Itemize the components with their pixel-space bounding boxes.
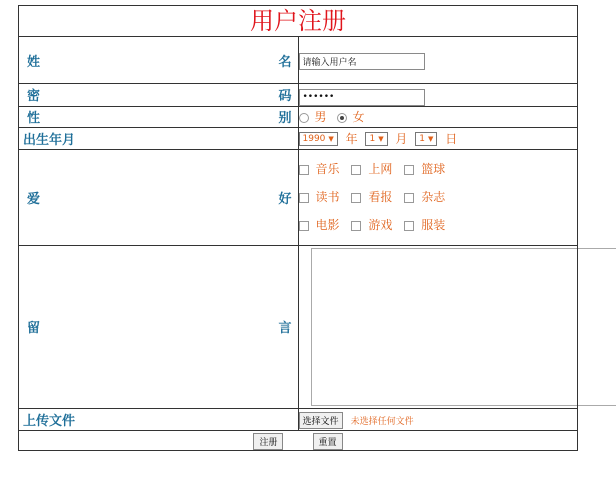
upload-label-text: 上传文件 <box>23 413 76 429</box>
username-input[interactable] <box>299 53 425 70</box>
name-label <box>19 37 299 84</box>
hobby-game-label: 游戏 <box>368 218 393 232</box>
hobby-newspaper-checkbox[interactable] <box>351 193 361 203</box>
birth-year-select[interactable]: 1990 ▼ <box>299 132 338 146</box>
name-label-char-2: 名 <box>278 54 292 70</box>
choose-file-button[interactable]: 选择文件 <box>299 412 343 429</box>
page-title: 用户注册 <box>19 6 578 37</box>
hobby-row <box>299 155 578 183</box>
upload-cell <box>298 408 578 430</box>
gender-male-radio[interactable] <box>299 113 309 123</box>
password-label <box>19 84 299 107</box>
reset-button[interactable]: 重置 <box>313 433 343 450</box>
message-cell <box>298 245 578 408</box>
name-cell <box>298 37 578 84</box>
gender-female-radio[interactable] <box>337 113 347 123</box>
hobby-internet-label: 上网 <box>368 162 393 176</box>
birth-day-select[interactable]: 1 ▼ <box>415 132 437 146</box>
gender-label-char-2: 别 <box>278 111 292 126</box>
gender-male-label: 男 <box>314 110 327 124</box>
password-label-char-2: 码 <box>278 89 292 105</box>
birth-label-text: 出生年月 <box>23 132 76 148</box>
birth-month-select[interactable]: 1 ▼ <box>365 132 387 146</box>
register-table <box>18 5 578 451</box>
hobby-newspaper-label: 看报 <box>368 190 393 204</box>
hobby-music-checkbox[interactable] <box>299 165 309 175</box>
hobby-clothing-checkbox[interactable] <box>404 221 414 231</box>
hobby-reading-checkbox[interactable] <box>299 193 309 203</box>
hobby-movie-label: 电影 <box>315 218 340 232</box>
birth-year-unit: 年 <box>345 131 358 146</box>
hobby-movie-checkbox[interactable] <box>299 221 309 231</box>
upload-label <box>19 408 299 430</box>
hobby-game-checkbox[interactable] <box>351 221 361 231</box>
password-input[interactable] <box>299 89 425 106</box>
birth-day-unit: 日 <box>445 131 458 146</box>
hobby-magazine-checkbox[interactable] <box>404 193 414 203</box>
hobby-label <box>19 149 299 245</box>
hobby-row <box>299 211 578 239</box>
button-row <box>19 430 578 450</box>
hobby-internet-checkbox[interactable] <box>351 165 361 175</box>
gender-cell <box>298 106 578 127</box>
message-textarea[interactable] <box>311 248 616 406</box>
hobby-label-char-1: 爱 <box>27 191 41 207</box>
gender-label <box>19 106 299 127</box>
birth-month-unit: 月 <box>395 131 408 146</box>
name-label-char-1: 姓 <box>27 54 41 70</box>
gender-female-label: 女 <box>352 110 365 124</box>
message-label <box>19 245 299 408</box>
submit-button[interactable]: 注册 <box>253 433 283 450</box>
hobby-basketball-label: 篮球 <box>421 162 446 176</box>
hobby-label-char-2: 好 <box>278 191 292 207</box>
hobby-magazine-label: 杂志 <box>421 190 446 204</box>
hobby-music-label: 音乐 <box>315 162 340 176</box>
password-label-char-1: 密 <box>27 89 41 105</box>
birth-cell <box>298 127 578 149</box>
message-label-char-2: 言 <box>278 321 292 336</box>
hobby-basketball-checkbox[interactable] <box>404 165 414 175</box>
birth-label <box>19 127 299 149</box>
message-label-char-1: 留 <box>27 321 41 336</box>
file-status-text: 未选择任何文件 <box>350 416 414 427</box>
hobby-reading-label: 读书 <box>315 190 340 204</box>
hobby-cell <box>298 149 578 245</box>
hobby-clothing-label: 服装 <box>421 218 446 232</box>
hobby-row <box>299 183 578 211</box>
password-cell <box>298 84 578 107</box>
gender-label-char-1: 性 <box>27 111 41 126</box>
